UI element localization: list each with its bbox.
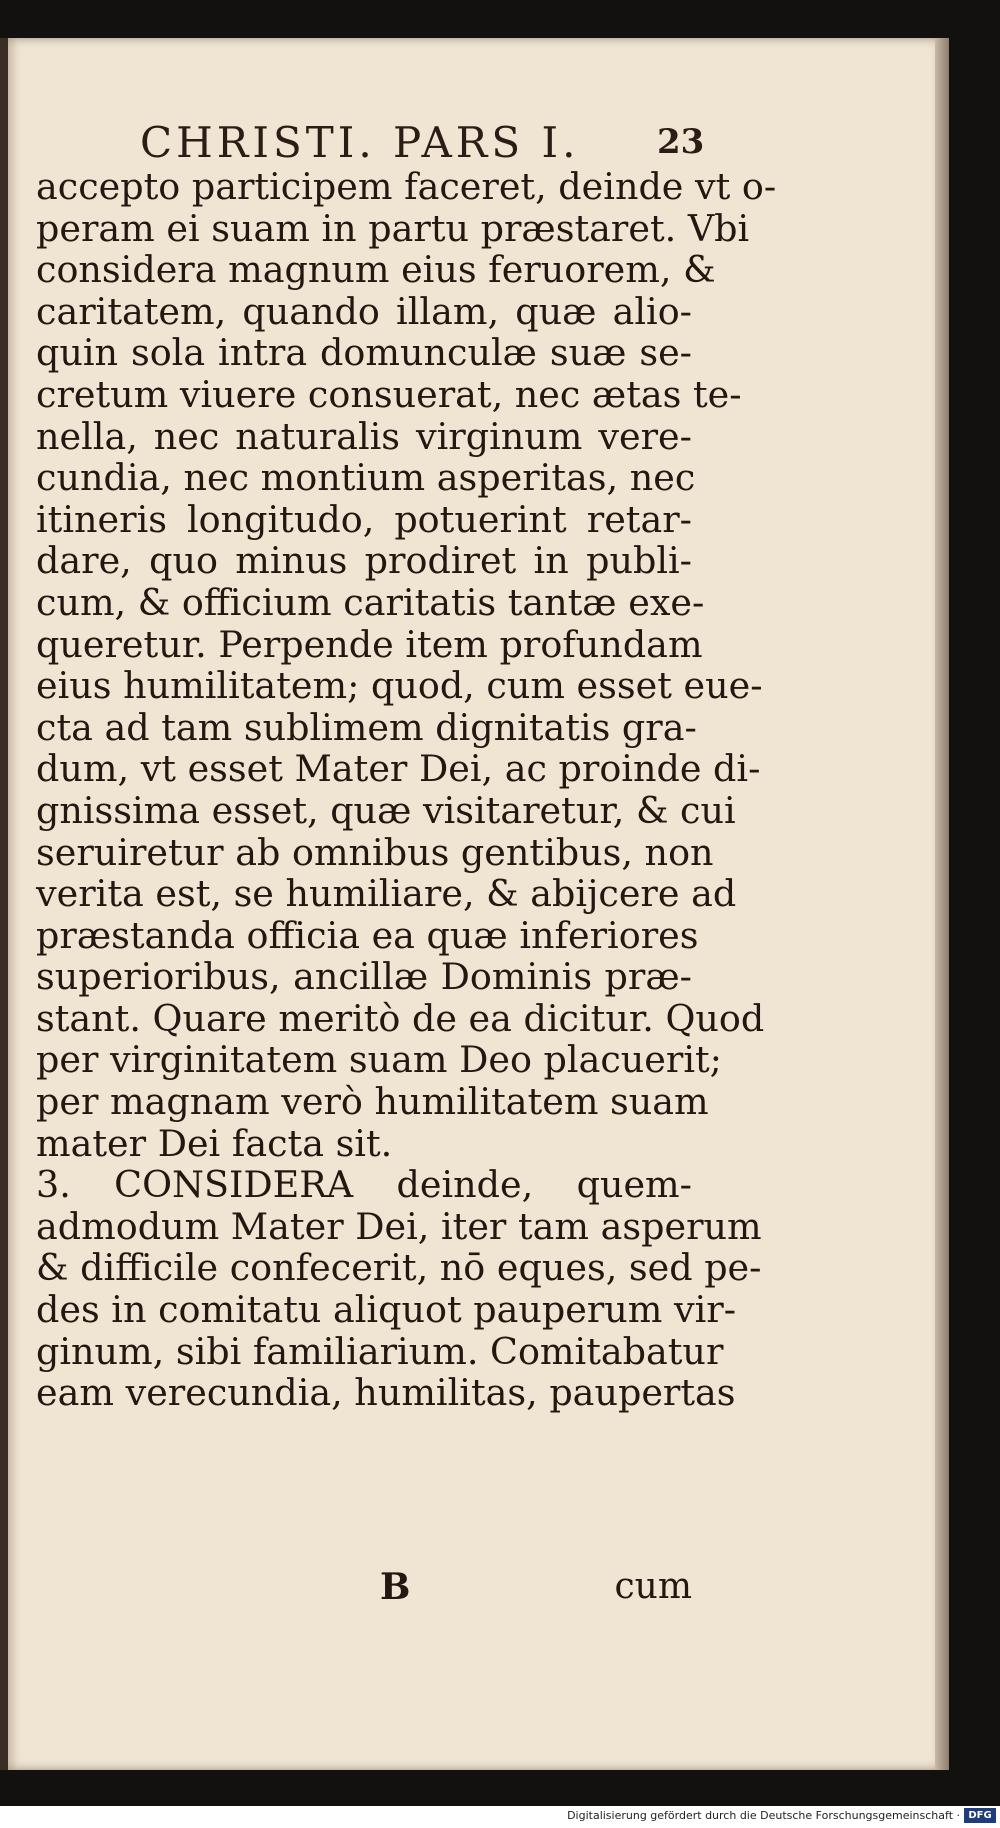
catchline bbox=[36, 1566, 692, 1610]
text-line: quin sola intra domunculæ suæ se- bbox=[36, 331, 692, 375]
text-line: per magnam verò humilitatem suam bbox=[36, 1080, 709, 1124]
text-line: superioribus, ancillæ Dominis præ- bbox=[36, 955, 692, 999]
page-edge bbox=[935, 38, 949, 1770]
text-line: ginum, sibi familiarium. Comitabatur bbox=[36, 1329, 724, 1373]
text-line: mater Dei facta sit. bbox=[36, 1121, 393, 1165]
running-head: CHRISTI. PARS I. bbox=[140, 118, 580, 167]
body-text bbox=[36, 165, 777, 1415]
text-line: præstanda officia ea quæ inferiores bbox=[36, 913, 699, 957]
text-line: accepto participem faceret, deinde vt o- bbox=[36, 165, 777, 208]
text-line: dare, quo minus prodiret in publi- bbox=[36, 539, 692, 583]
text-line: 3. CONSIDERA deinde, quem- bbox=[36, 1163, 692, 1207]
text-line: & difficile confecerit, nō eques, sed pe- bbox=[36, 1246, 762, 1290]
text-line: dum, vt esset Mater Dei, ac proinde di- bbox=[36, 747, 761, 791]
text-line: eam verecundia, humilitas, paupertas bbox=[36, 1371, 736, 1415]
dfg-logo: DFG bbox=[964, 1808, 996, 1823]
text-line: peram ei suam in partu præstaret. Vbi bbox=[36, 206, 750, 250]
text-line: cundia, nec montium asperitas, nec bbox=[36, 456, 696, 500]
text-line: cretum viuere consuerat, nec ætas te- bbox=[36, 372, 742, 416]
page-number: 23 bbox=[657, 122, 705, 162]
text-line: eius humilitatem; quod, cum esset eue- bbox=[36, 664, 763, 708]
text-line: seruiretur ab omnibus gentibus, non bbox=[36, 830, 714, 874]
text-line: admodum Mater Dei, iter tam asperum bbox=[36, 1204, 762, 1248]
text-line: caritatem, quando illam, quæ alio- bbox=[36, 289, 692, 333]
text-line: cum, & officium caritatis tantæ exe- bbox=[36, 580, 705, 624]
text-line: itineris longitudo, potuerint retar- bbox=[36, 497, 692, 541]
text-line: cta ad tam sublimem dignitatis gra- bbox=[36, 705, 697, 749]
text-line: considera magnum eius feruorem, & bbox=[36, 248, 716, 292]
funding-credit: Digitalisierung gefördert durch die Deutsche Forschungsgemeinschaft · bbox=[567, 1809, 960, 1822]
text-line: per virginitatem suam Deo placuerit; bbox=[36, 1038, 722, 1082]
text-line: nella, nec naturalis virginum vere- bbox=[36, 414, 692, 458]
text-line: stant. Quare meritò de ea dicitur. Quod bbox=[36, 996, 765, 1040]
text-line: des in comitatu aliquot pauperum vir- bbox=[36, 1288, 737, 1332]
catchword: cum bbox=[614, 1566, 692, 1607]
text-line: gnissima esset, quæ visitaretur, & cui bbox=[36, 788, 736, 832]
text-line: queretur. Perpende item profundam bbox=[36, 622, 703, 666]
signature-mark: B bbox=[380, 1566, 411, 1608]
text-line: verita est, se humiliare, & abijcere ad bbox=[36, 872, 737, 916]
